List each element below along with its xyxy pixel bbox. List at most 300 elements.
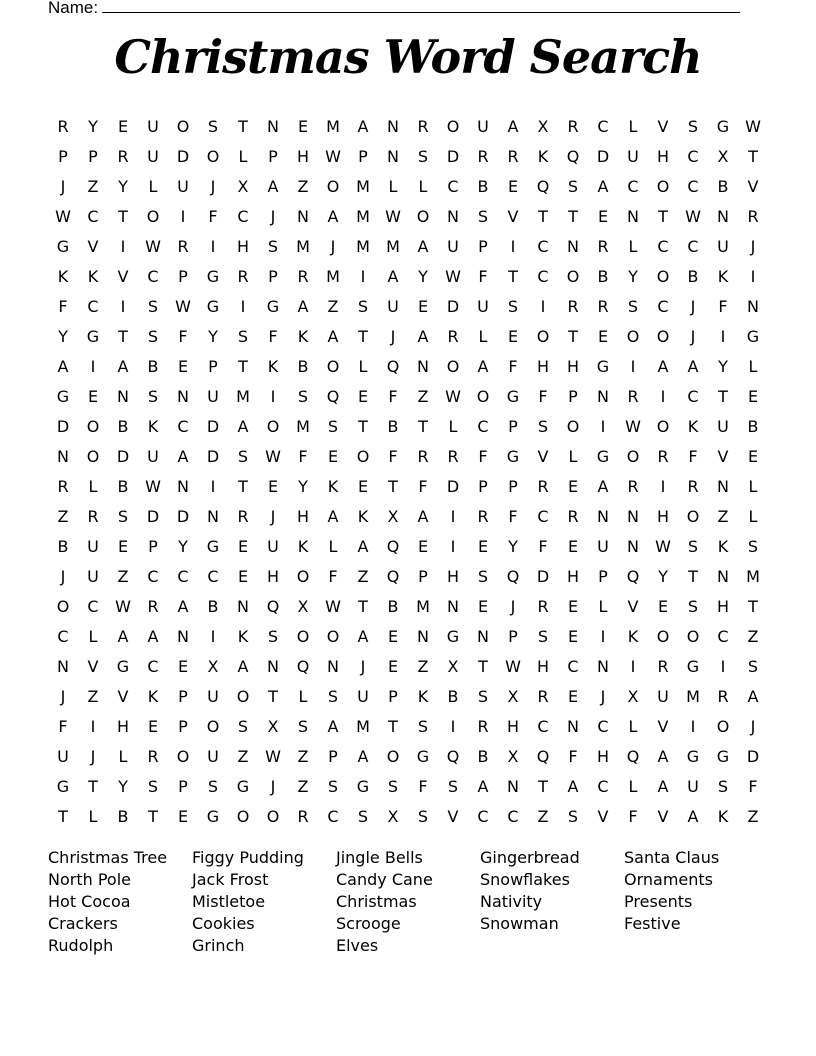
grid-letter: R — [297, 807, 309, 826]
grid-letter: C — [447, 177, 459, 196]
grid-letter: G — [716, 117, 730, 136]
grid-letter: E — [567, 627, 579, 646]
grid-letter: U — [87, 567, 99, 586]
grid-letter: Z — [297, 747, 309, 766]
grid-letter: N — [387, 147, 399, 166]
grid-letter: Z — [327, 297, 339, 316]
grid-letter: M — [356, 177, 370, 196]
grid-row — [48, 142, 768, 172]
grid-letter: A — [417, 237, 429, 256]
grid-letter: W — [145, 477, 161, 496]
grid-letter: Q — [506, 567, 520, 586]
grid-row — [48, 682, 768, 712]
grid-letter: U — [717, 417, 729, 436]
grid-letter: F — [388, 387, 398, 406]
grid-letter: C — [627, 177, 639, 196]
grid-letter: I — [450, 537, 456, 556]
grid-letter: E — [357, 477, 369, 496]
grid-letter: A — [357, 627, 369, 646]
grid-letter: M — [746, 567, 760, 586]
grid-letter: Z — [87, 687, 99, 706]
grid-letter: U — [657, 687, 669, 706]
grid-letter: A — [507, 117, 519, 136]
grid-letter: B — [117, 807, 129, 826]
name-field[interactable] — [48, 0, 740, 18]
page-title: Christmas Word Search — [114, 30, 702, 84]
grid-letter: P — [478, 477, 488, 496]
grid-letter: O — [416, 207, 430, 226]
grid-letter: Q — [386, 537, 400, 556]
grid-letter: J — [90, 747, 96, 766]
grid-letter: I — [450, 507, 456, 526]
grid-letter: D — [596, 147, 610, 166]
grid-letter: O — [656, 417, 670, 436]
grid-letter: G — [56, 387, 70, 406]
grid-letter: P — [268, 147, 278, 166]
grid-letter: R — [177, 237, 189, 256]
grid-letter: S — [267, 627, 279, 646]
grid-letter: N — [447, 597, 459, 616]
grid-letter: C — [477, 417, 489, 436]
grid-letter: A — [237, 417, 249, 436]
grid-letter: T — [58, 807, 68, 826]
grid-letter: C — [717, 627, 729, 646]
grid-letter: K — [627, 627, 639, 646]
grid-letter: P — [508, 627, 518, 646]
grid-letter: O — [236, 807, 250, 826]
grid-letter: C — [237, 207, 249, 226]
grid-letter: R — [507, 147, 519, 166]
grid-letter: O — [236, 687, 250, 706]
grid-letter: T — [238, 477, 248, 496]
grid-letter: N — [327, 657, 339, 676]
grid-letter: R — [57, 477, 69, 496]
grid-letter: I — [630, 657, 636, 676]
grid-letter: O — [626, 447, 640, 466]
grid-letter: L — [88, 807, 98, 826]
grid-letter: G — [56, 237, 70, 256]
grid-letter: P — [418, 567, 428, 586]
grid-letter: B — [447, 687, 459, 706]
grid-letter: E — [387, 627, 399, 646]
grid-letter: I — [180, 207, 186, 226]
grid-row — [48, 562, 768, 592]
grid-letter: S — [687, 537, 699, 556]
grid-letter: E — [567, 477, 579, 496]
grid-letter: A — [327, 207, 339, 226]
grid-letter: Z — [87, 177, 99, 196]
grid-letter: A — [687, 357, 699, 376]
grid-letter: C — [87, 207, 99, 226]
grid-letter: I — [540, 297, 546, 316]
grid-letter: R — [477, 507, 489, 526]
word-item: Candy Cane — [336, 870, 433, 889]
grid-letter: Z — [417, 387, 429, 406]
grid-letter: B — [477, 177, 489, 196]
grid-letter: P — [328, 747, 338, 766]
grid-letter: I — [90, 357, 96, 376]
grid-letter: I — [120, 297, 126, 316]
grid-letter: R — [447, 447, 459, 466]
grid-letter: X — [207, 657, 219, 676]
grid-letter: L — [628, 117, 638, 136]
grid-letter: J — [270, 777, 276, 796]
grid-letter: E — [297, 117, 309, 136]
grid-letter: L — [418, 177, 428, 196]
grid-letter: P — [178, 717, 188, 736]
grid-letter: P — [598, 567, 608, 586]
grid-letter: N — [717, 477, 729, 496]
grid-letter: P — [508, 417, 518, 436]
grid-letter: L — [628, 717, 638, 736]
grid-letter: W — [325, 597, 341, 616]
grid-letter: R — [417, 447, 429, 466]
grid-letter: T — [388, 717, 398, 736]
grid-letter: K — [537, 147, 549, 166]
grid-letter: W — [175, 297, 191, 316]
grid-letter: I — [600, 627, 606, 646]
grid-letter: M — [356, 207, 370, 226]
grid-letter: T — [238, 357, 248, 376]
word-item: Hot Cocoa — [48, 892, 131, 911]
grid-letter: R — [657, 657, 669, 676]
grid-letter: S — [747, 657, 759, 676]
grid-letter: B — [117, 417, 129, 436]
grid-letter: N — [267, 657, 279, 676]
grid-letter: K — [327, 477, 339, 496]
grid-letter: S — [147, 777, 159, 796]
grid-letter: F — [628, 807, 638, 826]
grid-letter: O — [356, 447, 370, 466]
grid-letter: O — [266, 417, 280, 436]
grid-letter: O — [386, 747, 400, 766]
grid-letter: A — [597, 177, 609, 196]
grid-letter: W — [385, 207, 401, 226]
grid-letter: L — [238, 147, 248, 166]
grid-letter: E — [477, 537, 489, 556]
grid-letter: G — [716, 747, 730, 766]
grid-letter: O — [446, 357, 460, 376]
word-item: Santa Claus — [624, 848, 720, 867]
grid-letter: E — [117, 537, 129, 556]
grid-letter: R — [87, 507, 99, 526]
grid-letter: T — [118, 207, 128, 226]
grid-letter: C — [177, 567, 189, 586]
grid-letter: Q — [626, 747, 640, 766]
grid-letter: I — [600, 417, 606, 436]
grid-letter: R — [597, 237, 609, 256]
grid-letter: I — [270, 387, 276, 406]
grid-letter: X — [717, 147, 729, 166]
name-underline[interactable] — [102, 0, 740, 13]
grid-letter: S — [207, 117, 219, 136]
grid-letter: J — [60, 177, 66, 196]
grid-letter: R — [567, 507, 579, 526]
grid-letter: R — [447, 327, 459, 346]
grid-letter: Y — [118, 177, 128, 196]
grid-letter: F — [208, 207, 218, 226]
grid-letter: Y — [118, 777, 128, 796]
grid-letter: N — [597, 507, 609, 526]
grid-letter: N — [717, 207, 729, 226]
grid-letter: E — [357, 387, 369, 406]
grid-letter: S — [327, 417, 339, 436]
grid-letter: M — [236, 387, 250, 406]
grid-letter: U — [267, 537, 279, 556]
grid-letter: E — [177, 357, 189, 376]
grid-letter: N — [387, 117, 399, 136]
grid-letter: L — [148, 177, 158, 196]
grid-letter: X — [387, 507, 399, 526]
grid-letter: G — [506, 387, 520, 406]
grid-letter: F — [268, 327, 278, 346]
grid-letter: L — [748, 357, 758, 376]
grid-letter: C — [537, 267, 549, 286]
grid-letter: T — [148, 807, 158, 826]
grid-letter: W — [265, 447, 281, 466]
grid-letter: E — [567, 597, 579, 616]
grid-letter: B — [57, 537, 69, 556]
grid-letter: P — [88, 147, 98, 166]
grid-letter: F — [478, 447, 488, 466]
grid-letter: H — [656, 147, 670, 166]
grid-letter: G — [206, 537, 220, 556]
word-item: Rudolph — [48, 936, 114, 955]
grid-letter: R — [717, 687, 729, 706]
grid-letter: G — [686, 657, 700, 676]
grid-letter: A — [357, 117, 369, 136]
grid-letter: I — [720, 657, 726, 676]
grid-letter: B — [387, 417, 399, 436]
grid-letter: A — [477, 357, 489, 376]
grid-letter: V — [597, 807, 609, 826]
grid-letter: L — [628, 777, 638, 796]
grid-letter: V — [117, 267, 129, 286]
grid-letter: K — [87, 267, 99, 286]
grid-letter: A — [147, 627, 159, 646]
grid-letter: K — [717, 807, 729, 826]
grid-letter: K — [147, 687, 159, 706]
grid-row — [48, 442, 768, 472]
grid-letter: Q — [536, 747, 550, 766]
grid-letter: I — [750, 267, 756, 286]
grid-letter: M — [686, 687, 700, 706]
grid-letter: N — [747, 297, 759, 316]
grid-letter: S — [237, 447, 249, 466]
grid-row — [48, 202, 768, 232]
grid-letter: I — [210, 627, 216, 646]
grid-letter: U — [207, 387, 219, 406]
grid-letter: T — [358, 327, 368, 346]
grid-letter: D — [746, 747, 760, 766]
grid-letter: F — [58, 297, 68, 316]
grid-letter: M — [356, 717, 370, 736]
grid-letter: N — [267, 117, 279, 136]
grid-letter: X — [507, 747, 519, 766]
grid-letter: H — [116, 717, 130, 736]
grid-letter: B — [747, 417, 759, 436]
grid-letter: X — [447, 657, 459, 676]
grid-letter: W — [55, 207, 71, 226]
grid-letter: N — [627, 207, 639, 226]
grid-letter: T — [268, 687, 278, 706]
grid-letter: U — [207, 687, 219, 706]
grid-letter: G — [356, 777, 370, 796]
grid-letter: C — [567, 657, 579, 676]
grid-letter: M — [296, 417, 310, 436]
grid-letter: J — [600, 687, 606, 706]
grid-letter: I — [210, 477, 216, 496]
grid-letter: R — [297, 267, 309, 286]
grid-letter: W — [505, 657, 521, 676]
grid-letter: U — [357, 687, 369, 706]
grid-letter: O — [446, 117, 460, 136]
grid-letter: N — [417, 357, 429, 376]
grid-letter: D — [146, 507, 160, 526]
grid-letter: S — [147, 297, 159, 316]
grid-letter: D — [206, 417, 220, 436]
grid-letter: E — [177, 807, 189, 826]
grid-letter: S — [537, 627, 549, 646]
grid-letter: A — [117, 627, 129, 646]
grid-letter: L — [388, 177, 398, 196]
grid-letter: X — [507, 687, 519, 706]
grid-letter: P — [268, 267, 278, 286]
grid-letter: T — [238, 117, 248, 136]
grid-letter: D — [206, 447, 220, 466]
grid-letter: I — [210, 237, 216, 256]
grid-letter: V — [657, 807, 669, 826]
grid-letter: S — [627, 297, 639, 316]
word-item: Jack Frost — [192, 870, 269, 889]
grid-letter: G — [206, 297, 220, 316]
grid-letter: U — [477, 297, 489, 316]
grid-letter: G — [236, 777, 250, 796]
grid-letter: S — [237, 717, 249, 736]
grid-letter: M — [356, 237, 370, 256]
grid-letter: Q — [386, 567, 400, 586]
grid-letter: H — [716, 597, 730, 616]
grid-letter: N — [177, 387, 189, 406]
grid-letter: Y — [718, 357, 728, 376]
grid-letter: H — [296, 507, 310, 526]
grid-letter: L — [298, 687, 308, 706]
grid-letter: L — [478, 327, 488, 346]
grid-letter: J — [360, 657, 366, 676]
grid-letter: S — [147, 387, 159, 406]
word-item: Snowman — [480, 914, 559, 933]
grid-letter: C — [537, 717, 549, 736]
grid-letter: O — [326, 357, 340, 376]
grid-letter: G — [596, 357, 610, 376]
grid-letter: E — [507, 327, 519, 346]
grid-letter: U — [627, 147, 639, 166]
grid-letter: F — [178, 327, 188, 346]
grid-letter: H — [566, 567, 580, 586]
grid-letter: Y — [658, 567, 668, 586]
grid-letter: S — [267, 237, 279, 256]
grid-letter: W — [325, 147, 341, 166]
grid-letter: F — [568, 747, 578, 766]
grid-letter: V — [537, 447, 549, 466]
word-item: Cookies — [192, 914, 255, 933]
grid-letter: C — [537, 507, 549, 526]
grid-letter: W — [445, 387, 461, 406]
grid-letter: F — [298, 447, 308, 466]
grid-row — [48, 292, 768, 322]
grid-letter: R — [687, 477, 699, 496]
grid-letter: T — [538, 777, 548, 796]
grid-letter: R — [117, 147, 129, 166]
grid-letter: O — [656, 327, 670, 346]
grid-letter: F — [748, 777, 758, 796]
grid-letter: L — [328, 537, 338, 556]
word-column — [192, 847, 336, 957]
grid-letter: Q — [266, 597, 280, 616]
grid-letter: G — [206, 267, 220, 286]
grid-letter: B — [597, 267, 609, 286]
grid-letter: S — [327, 687, 339, 706]
grid-letter: N — [177, 627, 189, 646]
grid-letter: R — [477, 147, 489, 166]
grid-row — [48, 772, 768, 802]
grid-letter: H — [236, 237, 250, 256]
grid-letter: S — [207, 777, 219, 796]
grid-letter: H — [536, 357, 550, 376]
grid-letter: Q — [446, 747, 460, 766]
grid-letter: C — [147, 267, 159, 286]
grid-letter: A — [177, 597, 189, 616]
word-item: Christmas Tree — [48, 848, 168, 867]
grid-letter: O — [566, 267, 580, 286]
grid-letter: N — [507, 777, 519, 796]
grid-letter: E — [567, 687, 579, 706]
grid-letter: E — [597, 327, 609, 346]
grid-letter: I — [720, 327, 726, 346]
grid-letter: S — [117, 507, 129, 526]
word-item: Presents — [624, 892, 693, 911]
grid-letter: U — [147, 447, 159, 466]
grid-letter: T — [658, 207, 668, 226]
grid-letter: U — [477, 117, 489, 136]
grid-letter: V — [507, 207, 519, 226]
grid-letter: O — [326, 177, 340, 196]
grid-letter: K — [717, 267, 729, 286]
grid-letter: T — [688, 567, 698, 586]
grid-letter: J — [390, 327, 396, 346]
grid-letter: C — [57, 627, 69, 646]
grid-letter: S — [567, 177, 579, 196]
grid-letter: C — [477, 807, 489, 826]
grid-letter: Q — [386, 357, 400, 376]
grid-letter: E — [747, 447, 759, 466]
grid-letter: J — [750, 717, 756, 736]
grid-letter: S — [687, 117, 699, 136]
grid-letter: M — [296, 237, 310, 256]
grid-letter: T — [508, 267, 518, 286]
word-item: Figgy Pudding — [192, 848, 304, 867]
grid-letter: H — [566, 357, 580, 376]
grid-letter: A — [387, 267, 399, 286]
grid-letter: N — [597, 387, 609, 406]
grid-letter: A — [327, 327, 339, 346]
word-item: Festive — [624, 914, 681, 933]
grid-letter: C — [507, 807, 519, 826]
grid-letter: B — [477, 747, 489, 766]
grid-letter: C — [597, 117, 609, 136]
grid-letter: W — [115, 597, 131, 616]
grid-letter: O — [536, 327, 550, 346]
